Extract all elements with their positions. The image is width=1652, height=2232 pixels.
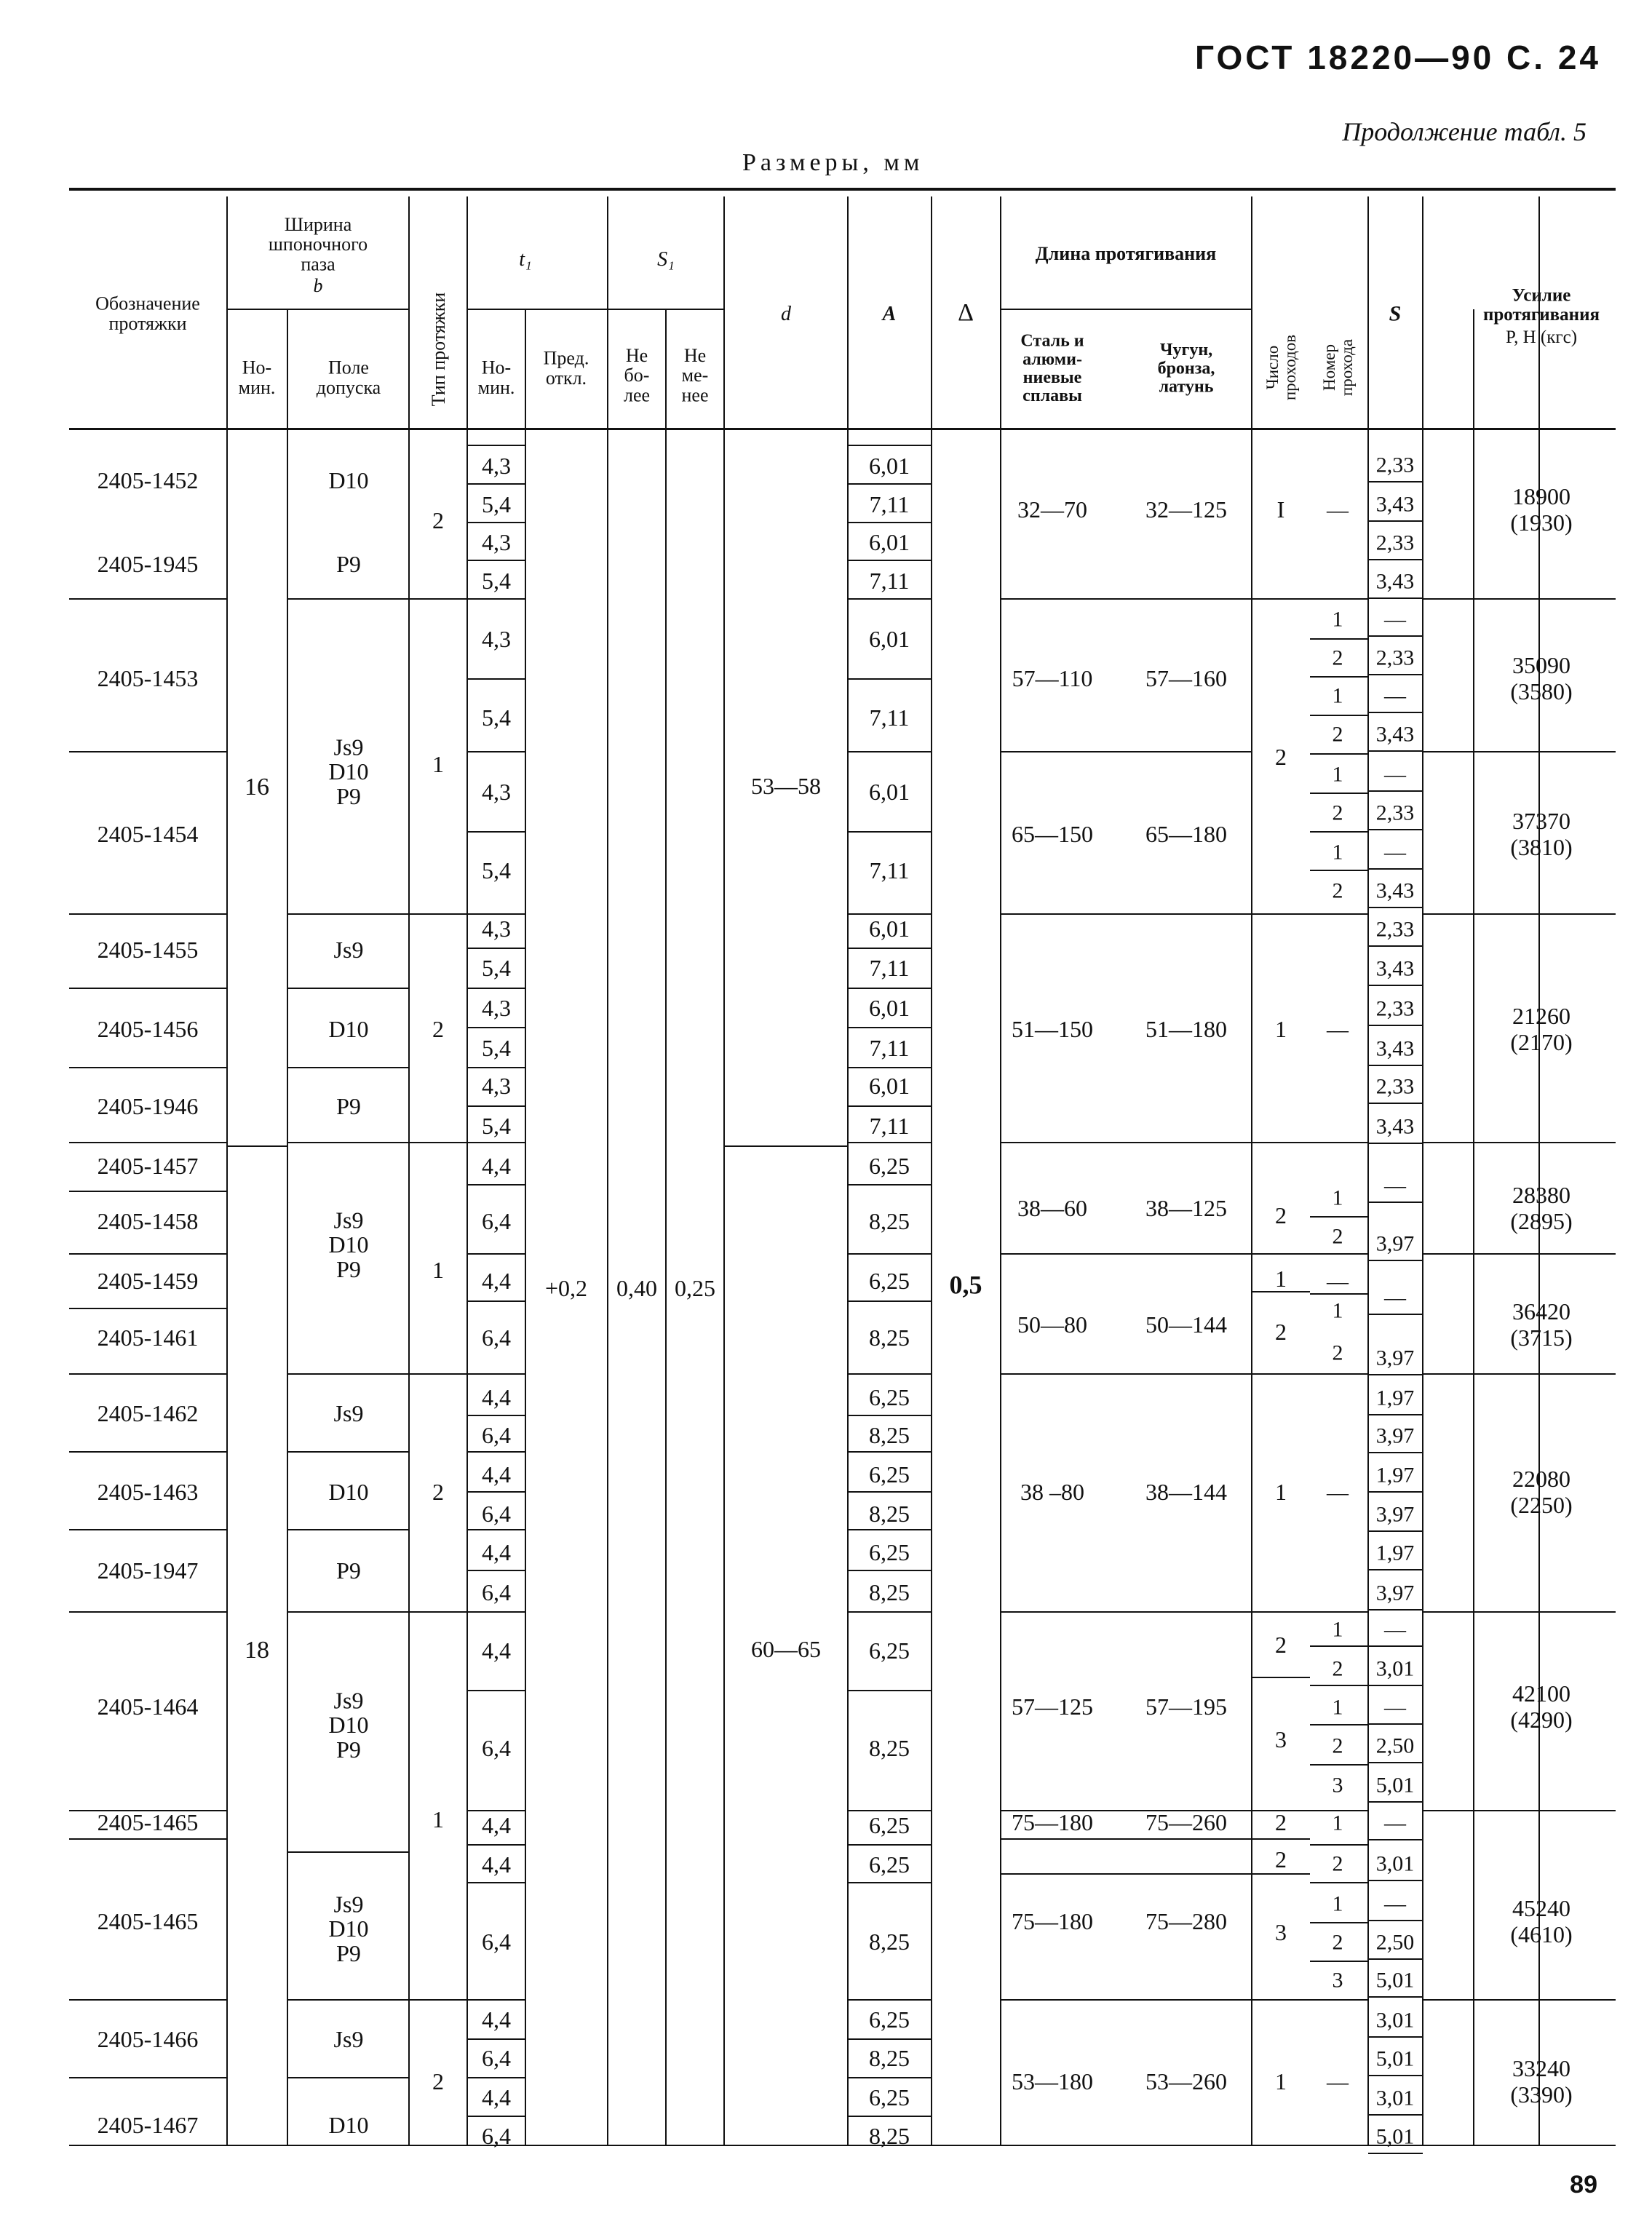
designation-cell: 2405-1466 — [97, 2026, 199, 2053]
A-cell: 7,11 — [869, 955, 910, 982]
S-cell: — — [1384, 1173, 1406, 1198]
col-header-steel: Сталь и алюми-ниевые сплавы — [1020, 331, 1084, 406]
passes-cell: 1 — [1275, 1479, 1287, 1506]
col-header-s1-max: Не бо-лее — [623, 344, 651, 406]
S-cell: — — [1384, 840, 1406, 865]
force-newton: 36420 — [1512, 1298, 1570, 1325]
S-cell: 2,50 — [1375, 1733, 1415, 1758]
designation-cell: 2405-1467 — [97, 2112, 199, 2139]
tolerance-cell: Js9 — [333, 1400, 364, 1427]
S-cell: 3,97 — [1375, 1423, 1415, 1448]
force-kgf: (4290) — [1510, 1707, 1573, 1733]
col-header-t1-nom: Но-мин. — [477, 357, 515, 398]
S-cell: 1,97 — [1375, 1463, 1415, 1488]
force-newton: 35090 — [1512, 652, 1570, 679]
S-cell: 5,01 — [1375, 1773, 1415, 1798]
pass-number-cell: 1 — [1332, 1695, 1343, 1720]
type-cell: 1 — [432, 1257, 444, 1284]
t1-deviation: +0,2 — [544, 1275, 588, 1302]
passes-cell: 1 — [1275, 1266, 1287, 1292]
force-newton: 21260 — [1512, 1003, 1570, 1030]
length-cast: 75—260 — [1145, 1809, 1227, 1836]
t1-cell: 6,4 — [482, 2045, 511, 2072]
col-header-tolerance: Поле допуска — [316, 357, 381, 398]
t1-cell: 5,4 — [482, 955, 511, 982]
type-cell: 1 — [432, 1806, 444, 1833]
pass-number-cell: 2 — [1332, 722, 1343, 747]
t1-cell: 4,3 — [482, 995, 511, 1022]
force-kgf: (2250) — [1510, 1492, 1573, 1519]
S-cell: 3,43 — [1375, 1114, 1415, 1139]
passes-cell: 3 — [1275, 1919, 1287, 1946]
tolerance-cell: Js9 D10 P9 — [328, 1207, 369, 1282]
t1-cell: 4,3 — [482, 453, 511, 480]
pass-number-cell: 1 — [1332, 1891, 1343, 1916]
designation-cell: 2405-1456 — [97, 1016, 199, 1043]
length-steel: 57—125 — [1012, 1693, 1093, 1720]
A-cell: 8,25 — [869, 2045, 910, 2072]
col-header-width-symbol: b — [313, 275, 323, 297]
passes-cell: 2 — [1275, 1809, 1287, 1836]
pass-number-cell: 2 — [1332, 1656, 1343, 1681]
pass-number-cell: — — [1327, 2070, 1349, 2094]
pass-number-cell: 1 — [1332, 762, 1343, 787]
S-cell: 2,33 — [1375, 1074, 1415, 1099]
S-cell: 2,33 — [1375, 531, 1415, 555]
type-cell: 2 — [432, 2068, 444, 2095]
A-cell: 6,25 — [869, 2006, 910, 2033]
designation-cell: 2405-1945 — [97, 551, 199, 578]
S-cell: 2,33 — [1375, 917, 1415, 942]
type-cell: 2 — [432, 1016, 444, 1043]
width-16: 16 — [245, 773, 269, 801]
force-kgf: (3580) — [1510, 678, 1573, 705]
length-cast: 51—180 — [1145, 1016, 1227, 1043]
col-header-type: Тип протяжки — [428, 292, 450, 407]
length-steel: 75—180 — [1012, 1908, 1093, 1935]
S-cell: — — [1384, 1811, 1406, 1835]
pass-number-cell: 2 — [1332, 801, 1343, 825]
t1-cell: 4,4 — [482, 2084, 511, 2111]
A-cell: 6,01 — [869, 529, 910, 556]
pass-number-cell: 1 — [1332, 1811, 1343, 1835]
S-cell: 2,33 — [1375, 801, 1415, 825]
units-caption: Размеры, мм — [742, 149, 924, 176]
tolerance-cell: P9 — [336, 1093, 361, 1120]
force-newton: 42100 — [1512, 1680, 1570, 1707]
designation-cell: 2405-1459 — [97, 1268, 199, 1295]
col-header-length: Длина протягивания — [1035, 243, 1217, 265]
designation-cell: 2405-1465 — [97, 1908, 199, 1935]
S-cell: 3,01 — [1375, 2086, 1415, 2110]
col-header-d: d — [781, 302, 791, 325]
t1-cell: 6,4 — [482, 1929, 511, 1955]
force-kgf: (3390) — [1510, 2081, 1573, 2108]
col-header-t1-dev: Пред. откл. — [543, 347, 589, 389]
A-cell: 8,25 — [869, 2123, 910, 2150]
pass-number-cell: 3 — [1332, 1968, 1343, 1993]
A-cell: 6,01 — [869, 453, 910, 480]
standard-header: ГОСТ 18220—90 С. 24 — [1194, 39, 1601, 76]
A-cell: 6,01 — [869, 916, 910, 942]
length-steel: 75—180 — [1012, 1809, 1093, 1836]
S-cell: 2,33 — [1375, 996, 1415, 1021]
length-steel: 38 –80 — [1020, 1479, 1084, 1506]
A-cell: 6,25 — [869, 1539, 910, 1566]
t1-cell: 4,4 — [482, 2006, 511, 2033]
A-cell: 6,25 — [869, 2084, 910, 2111]
t1-cell: 6,4 — [482, 1735, 511, 1762]
length-steel: 50—80 — [1017, 1311, 1087, 1338]
t1-cell: 5,4 — [482, 857, 511, 884]
A-cell: 7,11 — [869, 1035, 910, 1062]
A-cell: 6,25 — [869, 1637, 910, 1664]
t1-cell: 4,3 — [482, 626, 511, 653]
t1-cell: 5,4 — [482, 568, 511, 595]
S-cell: 2,50 — [1375, 1930, 1415, 1955]
t1-cell: 4,4 — [482, 1539, 511, 1566]
S-cell: 3,01 — [1375, 2008, 1415, 2033]
pass-number-cell: — — [1327, 1017, 1349, 1042]
A-cell: 8,25 — [869, 1422, 910, 1449]
t1-cell: 4,3 — [482, 1073, 511, 1100]
force-newton: 28380 — [1512, 1182, 1570, 1209]
length-cast: 38—125 — [1145, 1195, 1227, 1222]
length-cast: 75—280 — [1145, 1908, 1227, 1935]
page-number: 89 — [1570, 2171, 1597, 2199]
tolerance-cell: D10 — [328, 467, 369, 494]
S-cell: 3,01 — [1375, 1656, 1415, 1681]
S-cell: 5,01 — [1375, 2124, 1415, 2149]
length-cast: 38—144 — [1145, 1479, 1227, 1506]
passes-cell: 2 — [1275, 1846, 1287, 1873]
s1-min: 0,25 — [675, 1275, 715, 1302]
tolerance-cell: Js9 D10 P9 — [328, 734, 369, 809]
S-cell: — — [1384, 1285, 1406, 1310]
length-steel: 38—60 — [1017, 1195, 1087, 1222]
pass-number-cell: 2 — [1332, 878, 1343, 903]
A-cell: 8,25 — [869, 1501, 910, 1528]
passes-cell: 2 — [1275, 1202, 1287, 1229]
A-cell: 8,25 — [869, 1208, 910, 1235]
pass-number-cell: 1 — [1332, 1617, 1343, 1642]
t1-cell: 4,4 — [482, 1268, 511, 1295]
tolerance-cell: D10 — [328, 2112, 369, 2139]
A-cell: 7,11 — [869, 857, 910, 884]
A-cell: 7,11 — [869, 568, 910, 595]
designation-cell: 2405-1457 — [97, 1153, 199, 1180]
t1-cell: 4,4 — [482, 1384, 511, 1411]
passes-cell: 2 — [1275, 1319, 1287, 1346]
t1-cell: 6,4 — [482, 1422, 511, 1449]
designation-cell: 2405-1454 — [97, 821, 199, 848]
pass-number-cell: 2 — [1332, 1224, 1343, 1249]
length-steel: 51—150 — [1012, 1016, 1093, 1043]
S-cell: 3,43 — [1375, 956, 1415, 981]
force-newton: 45240 — [1512, 1895, 1570, 1922]
pass-number-cell: 1 — [1332, 1298, 1343, 1323]
designation-cell: 2405-1946 — [97, 1093, 199, 1120]
type-cell: 2 — [432, 507, 444, 534]
pass-number-cell: 1 — [1332, 1185, 1343, 1210]
tolerance-cell: Js9 D10 P9 — [328, 1891, 369, 1966]
A-cell: 6,25 — [869, 1153, 910, 1180]
continuation-caption: Продолжение табл. 5 — [1342, 117, 1587, 146]
t1-cell: 5,4 — [482, 704, 511, 731]
designation-cell: 2405-1453 — [97, 665, 199, 692]
pass-number-cell: 2 — [1332, 646, 1343, 670]
t1-cell: 4,3 — [482, 916, 511, 942]
pass-number-cell: 1 — [1332, 607, 1343, 632]
length-steel: 32—70 — [1017, 496, 1087, 523]
t1-cell: 6,4 — [482, 1324, 511, 1351]
col-header-force-unit: P, Н (кгс) — [1505, 327, 1578, 347]
pass-number-cell: — — [1327, 498, 1349, 523]
force-newton: 18900 — [1512, 483, 1570, 510]
S-cell: — — [1384, 683, 1406, 708]
passes-cell: 2 — [1275, 744, 1287, 771]
t1-cell: 4,4 — [482, 1851, 511, 1878]
tolerance-cell: Js9 — [333, 937, 364, 964]
t1-cell: 6,4 — [482, 1501, 511, 1528]
S-cell: 3,43 — [1375, 878, 1415, 903]
tolerance-cell: D10 — [328, 1479, 369, 1506]
A-cell: 8,25 — [869, 1735, 910, 1762]
S-cell: — — [1384, 1695, 1406, 1720]
passes-cell: 2 — [1275, 1632, 1287, 1659]
force-kgf: (1930) — [1510, 509, 1573, 536]
S-cell: 3,43 — [1375, 1036, 1415, 1061]
pass-number-cell: 2 — [1332, 1733, 1343, 1758]
col-header-s1: S₁ — [657, 247, 675, 271]
length-cast: 53—260 — [1145, 2068, 1227, 2095]
A-cell: 7,11 — [869, 1113, 910, 1140]
t1-cell: 4,3 — [482, 779, 511, 806]
A-cell: 7,11 — [869, 491, 910, 518]
force-kgf: (3715) — [1510, 1324, 1573, 1351]
tolerance-cell: Js9 D10 P9 — [328, 1687, 369, 1763]
S-cell: 3,43 — [1375, 569, 1415, 594]
passes-cell: 1 — [1275, 1016, 1287, 1043]
pass-number-cell: — — [1327, 1480, 1349, 1505]
pass-number-cell: 1 — [1332, 840, 1343, 865]
S-cell: 5,01 — [1375, 2046, 1415, 2071]
t1-cell: 5,4 — [482, 491, 511, 518]
force-newton: 22080 — [1512, 1466, 1570, 1493]
length-cast: 65—180 — [1145, 821, 1227, 848]
col-header-t1: t₁ — [519, 247, 532, 271]
col-header-A: A — [882, 302, 897, 325]
A-cell: 6,01 — [869, 995, 910, 1022]
length-cast: 50—144 — [1145, 1311, 1227, 1338]
A-cell: 8,25 — [869, 1324, 910, 1351]
designation-cell: 2405-1464 — [97, 1693, 199, 1720]
pass-number-cell: 2 — [1332, 1930, 1343, 1955]
pass-number-cell: 1 — [1332, 683, 1343, 708]
designation-cell: 2405-1462 — [97, 1400, 199, 1427]
A-cell: 7,11 — [869, 704, 910, 731]
S-cell: 3,01 — [1375, 1851, 1415, 1876]
pass-number-cell: 2 — [1332, 1341, 1343, 1365]
S-cell: 1,97 — [1375, 1541, 1415, 1565]
length-cast: 57—195 — [1145, 1693, 1227, 1720]
col-header-S: S — [1389, 301, 1402, 326]
A-cell: 8,25 — [869, 1579, 910, 1606]
A-cell: 6,25 — [869, 1812, 910, 1839]
length-cast: 57—160 — [1145, 665, 1227, 692]
S-cell: 2,33 — [1375, 646, 1415, 670]
S-cell: 2,33 — [1375, 453, 1415, 477]
S-cell: — — [1384, 762, 1406, 787]
S-cell: — — [1384, 1617, 1406, 1642]
length-steel: 53—180 — [1012, 2068, 1093, 2095]
col-header-force: Усилие протягивания — [1482, 285, 1600, 325]
delta-value: 0,5 — [949, 1270, 982, 1300]
col-header-designation: Обозначение протяжки — [95, 293, 200, 334]
S-cell: 3,43 — [1375, 492, 1415, 517]
designation-cell: 2405-1455 — [97, 937, 199, 964]
S-cell: 3,97 — [1375, 1231, 1415, 1256]
type-cell: 2 — [432, 1479, 444, 1506]
t1-cell: 5,4 — [482, 1113, 511, 1140]
passes-cell: 3 — [1275, 1726, 1287, 1753]
t1-cell: 6,4 — [482, 1579, 511, 1606]
col-header-passes: Числопроходов — [1263, 334, 1300, 401]
tolerance-cell: Js9 — [333, 2026, 364, 2053]
t1-cell: 4,4 — [482, 1637, 511, 1664]
S-cell: 5,01 — [1375, 1968, 1415, 1993]
t1-cell: 6,4 — [482, 2123, 511, 2150]
col-header-pass-no: Номерпрохода — [1319, 338, 1357, 397]
d-range-1: 53—58 — [751, 773, 821, 800]
S-cell: 3,97 — [1375, 1346, 1415, 1370]
t1-cell: 4,4 — [482, 1153, 511, 1180]
s1-max: 0,40 — [616, 1275, 657, 1302]
tolerance-cell: D10 — [328, 1016, 369, 1043]
pass-number-cell: 3 — [1332, 1773, 1343, 1798]
pass-number-cell: — — [1327, 1269, 1349, 1294]
col-header-width: Ширина шпоночного паза — [268, 213, 368, 275]
A-cell: 6,25 — [869, 1384, 910, 1411]
force-kgf: (3810) — [1510, 834, 1573, 861]
S-cell: 3,97 — [1375, 1502, 1415, 1527]
designation-cell: 2405-1465 — [97, 1809, 199, 1836]
force-newton: 37370 — [1512, 808, 1570, 835]
S-cell: 1,97 — [1375, 1386, 1415, 1410]
length-steel: 65—150 — [1012, 821, 1093, 848]
t1-cell: 4,4 — [482, 1461, 511, 1488]
t1-cell: 6,4 — [482, 1208, 511, 1235]
passes-cell: 1 — [1275, 2068, 1287, 2095]
col-header-cast: Чугун, бронза, латунь — [1157, 341, 1215, 397]
designation-cell: 2405-1463 — [97, 1479, 199, 1506]
A-cell: 6,01 — [869, 626, 910, 653]
A-cell: 6,25 — [869, 1851, 910, 1878]
length-steel: 57—110 — [1012, 665, 1093, 692]
S-cell: — — [1384, 607, 1406, 632]
force-kgf: (2170) — [1510, 1029, 1573, 1056]
t1-cell: 4,4 — [482, 1812, 511, 1839]
A-cell: 6,25 — [869, 1268, 910, 1295]
S-cell: 3,97 — [1375, 1581, 1415, 1605]
S-cell: — — [1384, 1891, 1406, 1916]
col-header-s1-min: Не ме-нее — [681, 344, 709, 406]
A-cell: 6,25 — [869, 1461, 910, 1488]
designation-cell: 2405-1461 — [97, 1324, 199, 1351]
passes-cell: I — [1276, 496, 1285, 523]
tolerance-cell: P9 — [336, 551, 361, 578]
A-cell: 6,01 — [869, 1073, 910, 1100]
col-header-nom: Но-мин. — [238, 357, 276, 398]
col-header-delta: Δ — [958, 298, 974, 326]
designation-cell: 2405-1452 — [97, 467, 199, 494]
pass-number-cell: 2 — [1332, 1851, 1343, 1876]
designation-cell: 2405-1947 — [97, 1557, 199, 1584]
A-cell: 8,25 — [869, 1929, 910, 1955]
force-newton: 33240 — [1512, 2055, 1570, 2082]
S-cell: 3,43 — [1375, 722, 1415, 747]
width-18: 18 — [245, 1636, 269, 1664]
type-cell: 1 — [432, 751, 444, 778]
force-kgf: (2895) — [1510, 1208, 1573, 1235]
t1-cell: 4,3 — [482, 529, 511, 556]
length-cast: 32—125 — [1145, 496, 1227, 523]
A-cell: 6,01 — [869, 779, 910, 806]
d-range-2: 60—65 — [751, 1636, 821, 1663]
tolerance-cell: P9 — [336, 1557, 361, 1584]
t1-cell: 5,4 — [482, 1035, 511, 1062]
designation-cell: 2405-1458 — [97, 1208, 199, 1235]
force-kgf: (4610) — [1510, 1921, 1573, 1948]
